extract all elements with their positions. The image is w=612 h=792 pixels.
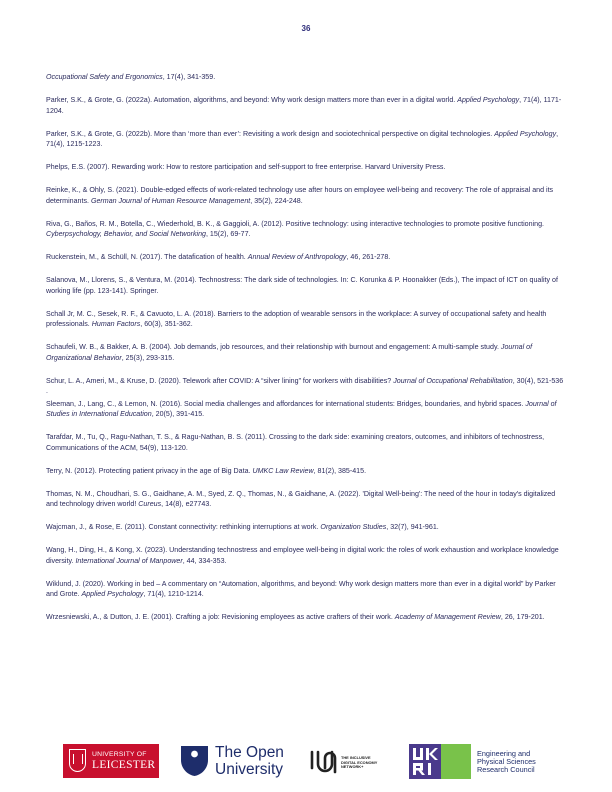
reference-text: , 15(2), 69-77.	[205, 230, 251, 238]
reference-source-title: Journal of Occupational Rehabilitation	[393, 376, 513, 385]
open-university-line2: University	[215, 761, 284, 778]
ide-logo-line3: NETWORK+	[341, 764, 364, 770]
reference-entry	[46, 95, 566, 116]
reference-text: , 71(4), 1215-1223.	[46, 129, 559, 148]
footer-logos	[0, 742, 612, 782]
reference-entry	[46, 219, 566, 240]
inclusive-digital-economy-logo	[308, 746, 398, 778]
reference-entry	[46, 252, 566, 263]
reference-text: , 26, 179-201.	[500, 613, 545, 621]
reference-text: Schur, L. A., Ameri, M., & Kruse, D. (2020). Telework after COVID: A “silver lining” for workers with disabilities?	[46, 376, 394, 385]
reference-text: Terry, N. (2012). Protecting patient privacy in the age of Big Data.	[46, 466, 253, 475]
reference-source-title: Occupational Safety and Ergonomics	[46, 73, 163, 81]
reference-text: Reinke, K., & Ohly, S. (2021). Double-edged effects of work-related technology use after hours on employee well-being and recovery: The role of appraisal and its determinants.	[46, 186, 554, 205]
reference-entry	[46, 342, 566, 363]
reference-entry	[46, 309, 566, 330]
reference-source-title: Journal of Studies in International Education	[46, 399, 557, 418]
open-university-logo	[180, 742, 292, 782]
reference-text: Wrzesniewski, A., & Dutton, J. E. (2001). Crafting a job: Revisioning employees as active crafters of their work.	[46, 613, 395, 621]
reference-entry	[46, 545, 566, 566]
reference-text: Tarafdar, M., Tu, Q., Ragu-Nathan, T. S., & Ragu-Nathan, B. S. (2011). Crossing to the dark side: examining creators, outcomes, and inhibitors of technostress, Communications of the ACM, 54(9), 113-120.	[46, 433, 545, 452]
reference-text: , 32(7), 941-961.	[386, 523, 439, 531]
reference-text: , 35(2), 224-248.	[250, 196, 303, 205]
reference-text: , 44, 334-353.	[182, 556, 227, 565]
reference-source-title: Human Factors	[91, 320, 141, 328]
reference-text: , 20(5), 391-415.	[151, 410, 205, 418]
ukri-mark-icon	[409, 744, 471, 779]
reference-entry	[46, 399, 566, 420]
reference-source-title: Applied Psychology	[457, 96, 520, 104]
reference-source-title: German Journal of Human Resource Management	[90, 196, 251, 205]
ide-logo-line2: DIGITAL ECONOMY	[341, 759, 378, 765]
reference-text: , 81(2), 385-415.	[313, 466, 367, 475]
reference-entry	[46, 376, 566, 387]
reference-text: Wang, H., Ding, H., & Kong, X. (2023). Understanding technostress and employee well-being in digital work: the roles of work exhaustion and workplace knowledge diversity.	[46, 546, 559, 565]
reference-source-title: Academy of Management Review	[394, 613, 501, 621]
reference-source-title: UMKC Law Review	[252, 466, 314, 475]
reference-source-title: Journal of Organizational Behavior	[46, 343, 533, 362]
reference-entry	[46, 522, 566, 533]
ukri-epsrc-logo	[409, 744, 549, 780]
reference-entry	[46, 129, 566, 150]
open-university-line1: The Open	[215, 744, 284, 761]
reference-text: , 14(8), e27743.	[161, 500, 212, 508]
reference-text: , 71(4), 1210-1214.	[143, 590, 204, 598]
reference-source-title: Cureus	[138, 500, 162, 508]
reference-entry	[46, 466, 566, 477]
reference-text: Parker, S.K., & Grote, G. (2022b). More than ‘more than ever’: Revisiting a work design and sociotechnical perspective on digital technologies.	[46, 129, 495, 138]
university-of-leicester-logo	[63, 744, 159, 778]
reference-text: Salanova, M., Llorens, S., & Ventura, M. (2014). Technostress: The dark side of technologies. In: C. Korunka & P. Hoonakker (Eds.), The impact of ICT on quality of working life (pp. 123-141). Springer.	[46, 276, 558, 295]
reference-entry	[46, 275, 566, 296]
reference-source-title: Applied Psychology	[494, 129, 557, 138]
reference-text: , 25(3), 293-315.	[121, 353, 175, 362]
reference-text: Ruckenstein, M., & Schüll, N. (2017). The datafication of health.	[46, 253, 248, 261]
reference-entry	[46, 579, 566, 600]
reference-text: , 60(3), 351-362.	[140, 320, 193, 328]
reference-text: , 46, 261-278.	[346, 253, 391, 261]
epsrc-logo-line2: Physical Sciences	[477, 757, 536, 767]
reference-source-title: Applied Psychology	[81, 590, 144, 598]
epsrc-logo-line1: Engineering and	[477, 749, 531, 758]
reference-text: Wiklund, J. (2020). Working in bed – A commentary on “Automation, algorithms, and beyond: Why work design matters more than ever in a digital world” by Parker and Grote.	[46, 579, 556, 598]
reference-list	[46, 72, 566, 635]
reference-text: , 30(4), 521-536	[512, 376, 564, 385]
reference-text: Schaufeli, W. B., & Bakker, A. B. (2004). Job demands, job resources, and their relationship with burnout and engagement: A multi-sample study.	[46, 343, 501, 351]
leicester-logo-line2: LEICESTER	[92, 759, 156, 771]
page-number: 36	[301, 24, 311, 33]
reference-text: , 71(4), 1171-1204.	[46, 96, 562, 115]
reference-text: Sleeman, J., Lang, C., & Lemon, N. (2016). Social media challenges and affordances for international students: Bridges, boundaries, and hybrid spaces.	[46, 399, 526, 408]
reference-source-title: Cyberpsychology, Behavior, and Social Networking	[46, 230, 206, 238]
reference-source-title: Annual Review of Anthropology	[247, 253, 347, 261]
reference-text: Wajcman, J., & Rose, E. (2011). Constant connectivity: rethinking interruptions at work.	[46, 523, 321, 531]
reference-text: Parker, S.K., & Grote, G. (2022a). Automation, algorithms, and beyond: Why work design matters more than ever in a digital world.	[46, 96, 458, 104]
leicester-shield-icon	[69, 749, 86, 772]
ide-logo-line1: THE INCLUSIVE	[341, 755, 371, 760]
reference-entry	[46, 72, 566, 83]
reference-text: Thomas, N. M., Choudhari, S. G., Gaidhane, A. M., Syed, Z. Q., Thomas, N., & Gaidhane, A. (2022). 'Digital Well-being': The need of the hour in today's digitalized and technology driven world!	[46, 489, 556, 508]
reference-source-title: Organization Studies	[320, 523, 387, 531]
reference-entry	[46, 432, 566, 453]
reference-text: , 17(4), 341-359.	[162, 73, 216, 81]
reference-entry	[46, 162, 566, 173]
epsrc-logo-line3: Research Council	[477, 765, 535, 775]
inclusive-digital-economy-mark-icon	[308, 746, 340, 778]
reference-source-title: International Journal of Manpower	[75, 556, 183, 565]
reference-text: Riva, G., Baños, R. M., Botella, C., Wiederhold, B. K., & Gaggioli, A. (2012). Positive technology: using interactive technologies to promote positive functioning.	[46, 219, 544, 228]
reference-text: Phelps, E.S. (2007). Rewarding work: How to restore participation and self-support to free enterprise. Harvard University Press.	[46, 163, 446, 171]
open-university-shield-icon	[180, 745, 209, 777]
reference-entry	[46, 185, 566, 206]
reference-text: Schall Jr, M. C., Sesek, R. F., & Cavuoto, L. A. (2018). Barriers to the adoption of wearable sensors in the workplace: A survey of occupational safety and health professionals.	[46, 309, 547, 328]
reference-entry	[46, 489, 566, 510]
leicester-logo-line1: UNIVERSITY OF	[92, 751, 147, 758]
stray-punctuation: .	[46, 387, 48, 395]
reference-entry	[46, 612, 566, 623]
